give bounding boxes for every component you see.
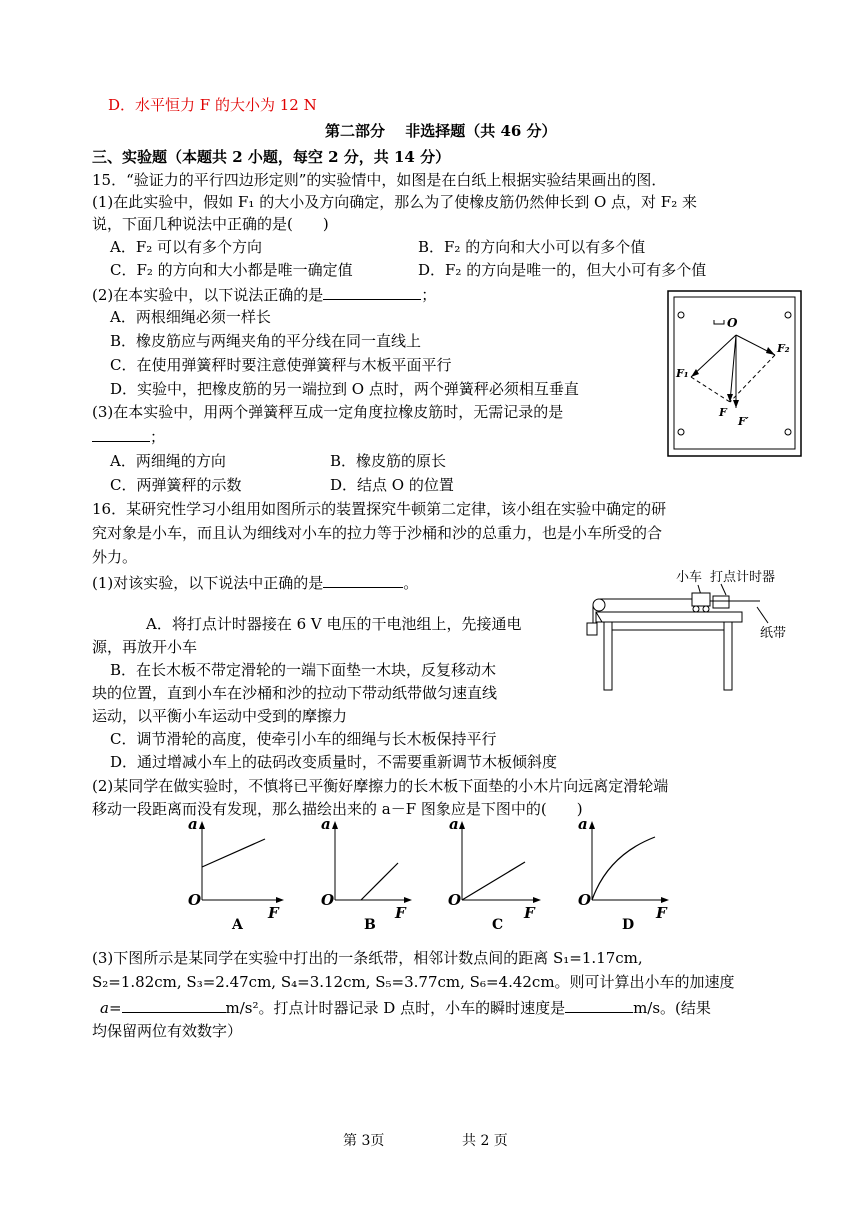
axis-f: F bbox=[268, 904, 279, 922]
graph-a[interactable] bbox=[188, 815, 284, 933]
apparatus-figure bbox=[574, 565, 804, 695]
q16-stem-line2: 究对象是小车，而且认为细线对小车的拉力等于沙桶和沙的总重力，也是小车所受的合 bbox=[92, 524, 663, 542]
axis-f: F bbox=[524, 904, 535, 922]
q16-p1-option-a1: A．将打点计时器接在 6 V 电压的干电池组上，先接通电 bbox=[146, 615, 522, 633]
q16-p3-line1: (3)下图所示是某同学在实验中打出的一条纸带，相邻计数点间的距离 S₁=1.17cm, bbox=[92, 949, 643, 967]
q15-p1-option-a: A．F₂ 可以有多个方向 bbox=[110, 238, 263, 256]
q16-p1-option-a2: 源，再放开小车 bbox=[92, 638, 198, 656]
label-f: F bbox=[719, 406, 727, 419]
part-title: 第二部分 非选择题（共 46 分） bbox=[325, 122, 557, 140]
q15-p3-option-c: C．两弹簧秤的示数 bbox=[110, 476, 242, 494]
label-timer: 打点计时器 bbox=[710, 570, 776, 585]
graph-b[interactable] bbox=[321, 815, 412, 933]
q15-p2-option-c: C．在使用弹簧秤时要注意使弹簧秤与木板平面平行 bbox=[110, 356, 452, 374]
q15-p1-line1: (1)在此实验中，假如 F₁ 的大小及方向确定，那么为了使橡皮筋仍然伸长到 O 点，对 F₂ 来 bbox=[92, 193, 697, 211]
q16-p1-option-b3: 运动，以平衡小车运动中受到的摩擦力 bbox=[92, 707, 348, 725]
q15-p1-option-d: D．F₂ 的方向是唯一的，但大小可有多个值 bbox=[418, 261, 707, 279]
q15-p3-option-a: A．两细绳的方向 bbox=[110, 452, 226, 470]
graph-letter: B bbox=[364, 917, 376, 933]
q16-stem-line1: 16．某研究性学习小组用如图所示的装置探究牛顿第二定律，该小组在实验中确定的研 bbox=[92, 500, 667, 518]
q15-p2-option-a: A．两根细绳必须一样长 bbox=[110, 308, 271, 326]
af-graphs bbox=[180, 815, 680, 940]
label-tape: 纸带 bbox=[760, 626, 787, 641]
origin: O bbox=[578, 891, 592, 909]
q16-p3-line2: S₂=1.82cm, S₃=2.47cm, S₄=3.12cm, S₅=3.77cm, S₆=4.42cm。则可计算出小车的加速度 bbox=[92, 973, 735, 991]
graph-d[interactable] bbox=[578, 815, 669, 933]
q15-p3-option-d: D．结点 O 的位置 bbox=[330, 476, 454, 494]
label-o: O bbox=[727, 316, 738, 330]
q16-stem-line3: 外力。 bbox=[92, 548, 138, 566]
force-parallelogram-figure bbox=[667, 290, 802, 457]
answer-blank[interactable] bbox=[323, 283, 421, 300]
velocity-answer-blank[interactable] bbox=[565, 996, 633, 1013]
q16-p1-stem: (1)对该实验，以下说法中正确的是 bbox=[92, 574, 324, 592]
label-f1: F₁ bbox=[676, 367, 689, 380]
q15-p2-stem: (2)在本实验中，以下说法正确的是 bbox=[92, 286, 324, 304]
origin: O bbox=[321, 891, 335, 909]
axis-f: F bbox=[656, 904, 667, 922]
answer-blank[interactable] bbox=[92, 425, 150, 442]
axis-a: a bbox=[578, 815, 588, 833]
label-f-prime: F′ bbox=[738, 415, 749, 428]
accel-label: a= bbox=[100, 999, 122, 1017]
page-number: 第 3页 bbox=[343, 1133, 385, 1149]
axis-a: a bbox=[321, 815, 331, 833]
q16-p1-stem-line: (1)对该实验，以下说法中正确的是 。 bbox=[92, 571, 418, 594]
label-f2: F₂ bbox=[777, 342, 790, 355]
axis-a: a bbox=[188, 815, 198, 833]
q16-p1-option-c: C．调节滑轮的高度，使牵引小车的细绳与长木板保持平行 bbox=[110, 730, 497, 748]
section-title: 三、实验题（本题共 2 小题，每空 2 分，共 14 分） bbox=[92, 148, 451, 166]
q16-p3-mid: m/s²。打点计时器记录 D 点时，小车的瞬时速度是 bbox=[225, 999, 566, 1017]
q15-p2-option-b: B．橡皮筋应与两绳夹角的平分线在同一直线上 bbox=[110, 332, 422, 350]
q16-p3-line4: 均保留两位有效数字） bbox=[92, 1022, 243, 1040]
q15-p3-line2: ； bbox=[92, 425, 165, 448]
graph-c[interactable] bbox=[448, 815, 541, 933]
q15-p2-stem-line: (2)在本实验中，以下说法正确的是 ； bbox=[92, 283, 436, 306]
q16-p3-end: m/s。(结果 bbox=[633, 999, 711, 1017]
q15-p1-option-b: B．F₂ 的方向和大小可以有多个值 bbox=[418, 238, 646, 256]
q15-p1-option-c: C．F₂ 的方向和大小都是唯一确定值 bbox=[110, 261, 353, 279]
axis-a: a bbox=[449, 815, 459, 833]
q16-p3-line3 bbox=[100, 996, 711, 1019]
q15-stem: 15．“验证力的平行四边形定则”的实验情中，如图是在白纸上根据实验结果画出的图． bbox=[92, 171, 667, 189]
q16-p1-option-b2: 块的位置，直到小车在沙桶和沙的拉动下带动纸带做匀速直线 bbox=[92, 684, 498, 702]
option-d-red: D．水平恒力 F 的大小为 12 N bbox=[108, 96, 317, 114]
q16-p2-line1: (2)某同学在做实验时，不慎将已平衡好摩擦力的长木板下面垫的小木片向远离定滑轮端 bbox=[92, 777, 669, 795]
q15-p3-option-b: B．橡皮筋的原长 bbox=[330, 452, 447, 470]
graph-letter: D bbox=[622, 917, 635, 933]
origin: O bbox=[188, 891, 202, 909]
q15-p2-option-d: D．实验中，把橡皮筋的另一端拉到 O 点时，两个弹簧秤必须相互垂直 bbox=[110, 380, 579, 398]
graph-letter: A bbox=[232, 917, 243, 933]
label-car: 小车 bbox=[676, 570, 703, 585]
q16-p1-option-d: D．通过增减小车上的砝码改变质量时，不需要重新调节木板倾斜度 bbox=[110, 753, 558, 771]
q16-p2-line2: 移动一段距离而没有发现，那么描绘出来的 a－F 图象应是下图中的( ) bbox=[92, 800, 583, 818]
accel-answer-blank[interactable] bbox=[122, 996, 226, 1013]
q15-p3-line1: (3)在本实验中，用两个弹簧秤互成一定角度拉橡皮筋时，无需记录的是 bbox=[92, 403, 564, 421]
axis-f: F bbox=[395, 904, 406, 922]
origin: O bbox=[448, 891, 462, 909]
answer-blank[interactable] bbox=[323, 571, 403, 588]
q16-p1-option-b1: B．在长木板不带定滑轮的一端下面垫一木块，反复移动木 bbox=[110, 661, 497, 679]
q15-p1-line2: 说，下面几种说法中正确的是( ) bbox=[92, 215, 329, 233]
page-total: 共 2 页 bbox=[462, 1133, 508, 1149]
graph-letter: C bbox=[492, 917, 504, 933]
